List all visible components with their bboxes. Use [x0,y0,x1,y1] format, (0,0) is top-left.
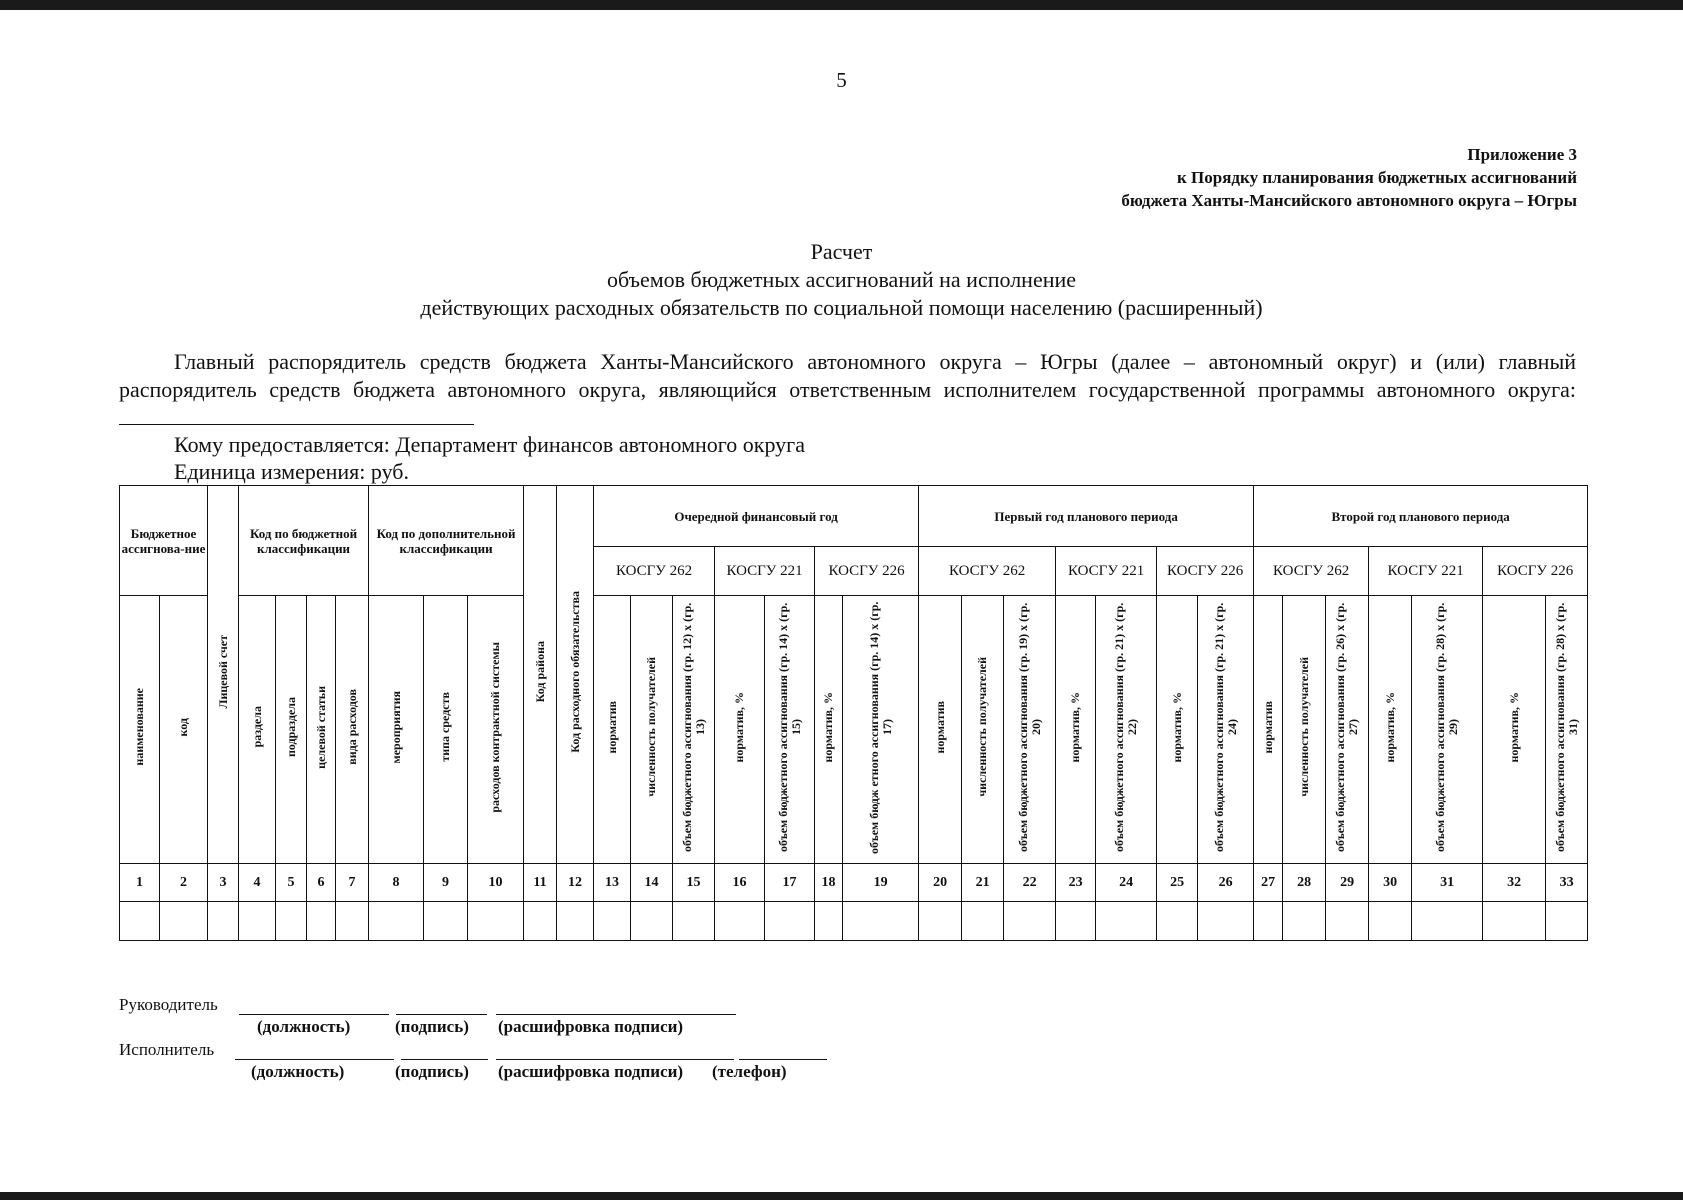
col-16-header: норматив, % [715,596,765,864]
data-cell[interactable] [1546,902,1588,941]
col-19-header: объем бюдж етного ассигнования (гр. 14) х (гр. 17) [843,596,919,864]
kosgu-226-y2: КОСГУ 226 [1483,547,1588,596]
appendix-block [1121,143,1577,212]
col-13-header: норматив [594,596,631,864]
data-cell[interactable] [307,902,336,941]
kosgu-262-y0: КОСГУ 262 [594,547,715,596]
data-cell[interactable] [336,902,369,941]
data-cell[interactable] [631,902,673,941]
data-cell[interactable] [919,902,962,941]
data-cell[interactable] [239,902,276,941]
data-cell[interactable] [815,902,843,941]
col-number: 3 [208,864,239,902]
col-number: 20 [919,864,962,902]
col-number: 2 [160,864,208,902]
data-cell[interactable] [1096,902,1157,941]
col-32-header: норматив, % [1483,596,1546,864]
data-cell[interactable] [1254,902,1283,941]
paragraph-text: Главный распорядитель средств бюджета Ханты-Мансийского автономного округа – Югры (далее – автономный округ) и (или) главный распорядитель средств бюджета автономного округа, являющийся ответственным исполнителем государственной программы автономного округа: [119,349,1576,402]
col-9-header: типа средств [424,596,468,864]
col-18-header: норматив, % [815,596,843,864]
kosgu-226-y0: КОСГУ 226 [815,547,919,596]
col-21-header: численность получателей [962,596,1004,864]
col-2-header: код [160,596,208,864]
kosgu-221-y0: КОСГУ 221 [715,547,815,596]
header-plan-year-2: Второй год планового периода [1254,486,1588,547]
data-cell[interactable] [594,902,631,941]
col-number: 26 [1198,864,1254,902]
col-4-header: раздела [239,596,276,864]
data-cell[interactable] [1412,902,1483,941]
data-cell[interactable] [962,902,1004,941]
data-cell[interactable] [1198,902,1254,941]
col-8-header: мероприятия [369,596,424,864]
col-number: 9 [424,864,468,902]
col-number: 13 [594,864,631,902]
head-decoding-caption: (расшифровка подписи) [498,1017,684,1036]
col-number: 14 [631,864,673,902]
col-number: 22 [1004,864,1056,902]
col-28-header: численность получателей [1283,596,1326,864]
data-cell[interactable] [208,902,239,941]
col-number: 16 [715,864,765,902]
col-number: 28 [1283,864,1326,902]
main-paragraph [119,348,1576,432]
col-number: 19 [843,864,919,902]
kosgu-262-y1: КОСГУ 262 [919,547,1056,596]
bottom-border-rule [0,1192,1683,1200]
col-31-header: объем бюджетного ассигнования (гр. 28) х (гр. 29) [1412,596,1483,864]
col-number: 1 [120,864,160,902]
header-obligation-code: Код расходного обязательства [557,486,594,864]
col-number: 32 [1483,864,1546,902]
document-title [0,238,1683,322]
header-current-year: Очередной финансовый год [594,486,919,547]
executor-decoding-line[interactable] [496,1041,734,1060]
data-cell[interactable] [557,902,594,941]
data-cell[interactable] [673,902,715,941]
executor-phone-line[interactable] [739,1041,827,1060]
title-line-2: объемов бюджетных ассигнований на исполнение [606,267,1077,292]
col-30-header: норматив, % [1369,596,1412,864]
unit-line: Единица измерения: руб. [174,459,409,484]
kosgu-226-y1: КОСГУ 226 [1157,547,1254,596]
header-extra-classification: Код по дополнительной классификации [369,486,524,596]
data-cell[interactable] [524,902,557,941]
empty-data-row [120,902,1588,941]
data-cell[interactable] [1004,902,1056,941]
kosgu-221-y2: КОСГУ 221 [1369,547,1483,596]
col-6-header: целевой статьи [307,596,336,864]
executor-position-caption: (должность) [251,1062,345,1081]
head-signature-line[interactable] [396,996,487,1015]
col-17-header: объем бюджетного ассигнования (гр. 14) х (гр. 15) [765,596,815,864]
page-number: 5 [836,68,847,92]
col-number: 10 [468,864,524,902]
kosgu-262-y2: КОСГУ 262 [1254,547,1369,596]
col-number: 7 [336,864,369,902]
appendix-line-2: к Порядку планирования бюджетных ассигнований [1177,168,1577,187]
col-29-header: объем бюджетного ассигнования (гр. 26) х (гр. 27) [1326,596,1369,864]
header-account: Лицевой счет [208,486,239,864]
executor-phone-caption: (телефон) [712,1062,787,1081]
data-cell[interactable] [1369,902,1412,941]
col-10-header: расходов контрактной системы [468,596,524,864]
executor-position-line[interactable] [235,1041,394,1060]
col-number: 31 [1412,864,1483,902]
data-cell[interactable] [1157,902,1198,941]
appendix-line-1: Приложение 3 [1467,145,1577,164]
col-number: 8 [369,864,424,902]
col-23-header: норматив, % [1056,596,1096,864]
top-border-rule [0,0,1683,10]
col-number: 4 [239,864,276,902]
head-signature-caption: (подпись) [395,1017,469,1036]
col-15-header: объем бюджетного ассигнования (гр. 12) х (гр. 13) [673,596,715,864]
head-label: Руководитель [119,995,218,1014]
col-number: 25 [1157,864,1198,902]
col-number: 6 [307,864,336,902]
col-1-header: наименование [120,596,160,864]
col-number: 33 [1546,864,1588,902]
col-5-header: подраздела [276,596,307,864]
col-27-header: норматив [1254,596,1283,864]
col-number: 29 [1326,864,1369,902]
col-7-header: вида расходов [336,596,369,864]
col-number: 15 [673,864,715,902]
col-number: 23 [1056,864,1096,902]
executor-label: Исполнитель [119,1040,215,1059]
data-cell[interactable] [424,902,468,941]
header-district-code: Код района [524,486,557,864]
data-cell[interactable] [843,902,919,941]
executor-decoding-caption: (расшифровка подписи) [498,1062,684,1081]
col-25-header: норматив, % [1157,596,1198,864]
col-number: 30 [1369,864,1412,902]
col-number: 24 [1096,864,1157,902]
data-cell[interactable] [160,902,208,941]
title-line-1: Расчет [810,239,873,264]
executor-signature-caption: (подпись) [395,1062,469,1081]
data-cell[interactable] [1483,902,1546,941]
col-number: 18 [815,864,843,902]
title-line-3: действующих расходных обязательств по социальной помощи населению (расширенный) [420,295,1263,320]
col-number: 17 [765,864,815,902]
data-cell[interactable] [715,902,765,941]
col-number: 5 [276,864,307,902]
budget-table-wrap [119,485,1587,970]
col-33-header: объем бюджетного ассигнования (гр. 28) х (гр. 31) [1546,596,1588,864]
col-22-header: объем бюджетного ассигнования (гр. 19) х (гр. 20) [1004,596,1056,864]
head-position-caption: (должность) [257,1017,351,1036]
data-cell[interactable] [369,902,424,941]
data-cell[interactable] [765,902,815,941]
col-number: 11 [524,864,557,902]
col-20-header: норматив [919,596,962,864]
data-cell[interactable] [276,902,307,941]
header-budget-allocation: Бюджетное ассигнова-ние [120,486,208,596]
data-cell[interactable] [1283,902,1326,941]
header-budget-classification: Код по бюджетной классификации [239,486,369,596]
recipient-line: Кому предоставляется: Департамент финансов автономного округа [174,432,805,457]
col-26-header: объем бюджетного ассигнования (гр. 21) х (гр. 24) [1198,596,1254,864]
head-position-line[interactable] [239,996,389,1015]
data-cell[interactable] [1326,902,1369,941]
data-cell[interactable] [120,902,160,941]
fill-in-line [119,404,474,425]
kosgu-221-y1: КОСГУ 221 [1056,547,1157,596]
column-number-row [120,864,1588,902]
data-cell[interactable] [1056,902,1096,941]
executor-signature-line[interactable] [401,1041,488,1060]
head-decoding-line[interactable] [496,996,736,1015]
col-number: 27 [1254,864,1283,902]
data-cell[interactable] [468,902,524,941]
col-number: 21 [962,864,1004,902]
col-14-header: численность получателей [631,596,673,864]
col-number: 12 [557,864,594,902]
budget-table [119,485,1588,941]
header-plan-year-1: Первый год планового периода [919,486,1254,547]
appendix-line-3: бюджета Ханты-Мансийского автономного округа – Югры [1121,191,1577,210]
col-24-header: объем бюджетного ассигнования (гр. 21) х (гр. 22) [1096,596,1157,864]
